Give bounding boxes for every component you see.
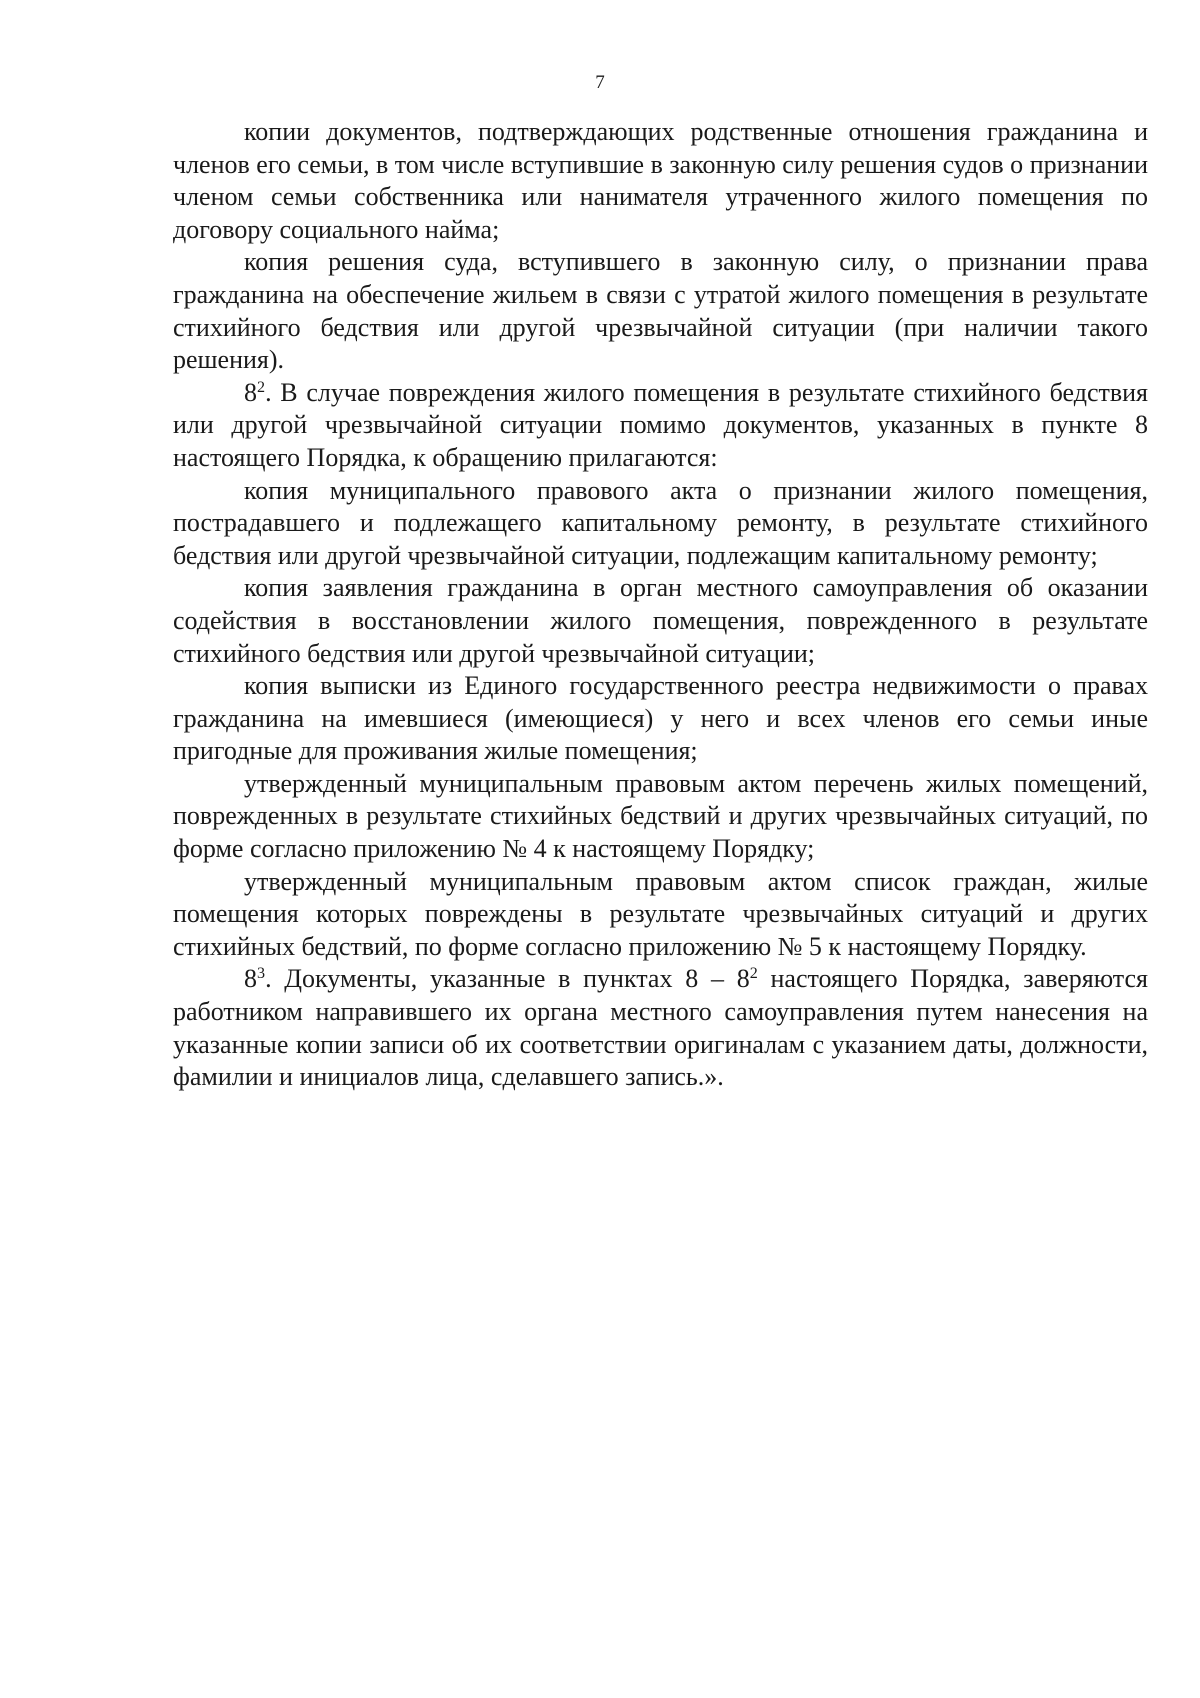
paragraph-8-2 [173, 377, 1148, 475]
paragraph-text: копия заявления гражданина в орган местного самоуправления об оказании содействия в восстановлении жилого помещения, поврежденного в результате стихийного бедствия или другой чрезвычайной ситуации; [173, 573, 1148, 668]
paragraph-text: копия решения суда, вступившего в законную силу, о признании права гражданина на обеспечение жильем в связи с утратой жилого помещения в результате стихийного бедствия или другой чрезвычайной ситуации (при наличии такого решения). [173, 247, 1148, 375]
paragraph-8-3 [173, 963, 1148, 1093]
clause-number: 8 [244, 377, 257, 407]
paragraph-text: . В случае повреждения жилого помещения в результате стихийного бедствия или другой чрезвычайной ситуации помимо документов, указанных в пункте 8 настоящего Порядка, к обращению прилагаются: [173, 377, 1148, 472]
paragraph-text: копии документов, подтверждающих родственные отношения гражданина и членов его семьи, в том числе вступившие в законную силу решения судов о признании членом семьи собственника или нанимателя утраченного жилого помещения по договору социального найма; [173, 117, 1148, 244]
paragraph-text-before-ref: . Документы, указанные в пунктах 8 – [265, 964, 737, 994]
clause-superscript: 2 [257, 378, 266, 396]
paragraph-citizens-list [173, 866, 1148, 964]
paragraph-text: копия муниципального правового акта о признании жилого помещения, пострадавшего и подлежащего капитальному ремонту, в результате стихийного бедствия или другой чрезвычайной ситуации, подлежащим капитальному ремонту; [173, 475, 1148, 570]
paragraph-family-documents [173, 116, 1148, 246]
paragraph-registry-extract [173, 670, 1148, 768]
paragraph-text: утвержденный муниципальным правовым актом список граждан, жилые помещения которых повреждены в результате чрезвычайных ситуаций и других стихийных бедствий, по форме согласно приложению № 5 к настоящему Порядку. [173, 866, 1148, 961]
document-body [173, 116, 1148, 1094]
paragraph-damaged-premises-list [173, 768, 1148, 866]
paragraph-text: утвержденный муниципальным правовым актом перечень жилых помещений, поврежденных в результате стихийных бедствий и других чрезвычайных ситуаций, по форме согласно приложению № 4 к настоящему Порядку; [173, 768, 1148, 864]
reference-superscript: 2 [749, 965, 758, 983]
paragraph-application-copy [173, 572, 1148, 670]
reference-number: 8 [736, 964, 750, 994]
paragraph-court-decision [173, 246, 1148, 376]
page-number: 7 [595, 72, 605, 93]
clause-number: 8 [244, 964, 257, 994]
paragraph-text: копия выписки из Единого государственного реестра недвижимости о правах гражданина на имевшиеся (имеющиеся) у него и всех членов его семьи иные пригодные для проживания жилые помещения; [173, 671, 1148, 766]
paragraph-text: настоящего Порядка, заверяются работником направившего их органа местного самоуправления путем нанесения на указанные копии записи об их соответствии оригиналам с указанием даты, должности, фамилии и инициалов лица, сделавшего запись.». [173, 964, 1148, 1092]
clause-superscript: 3 [257, 965, 266, 983]
paragraph-municipal-act [173, 475, 1148, 573]
